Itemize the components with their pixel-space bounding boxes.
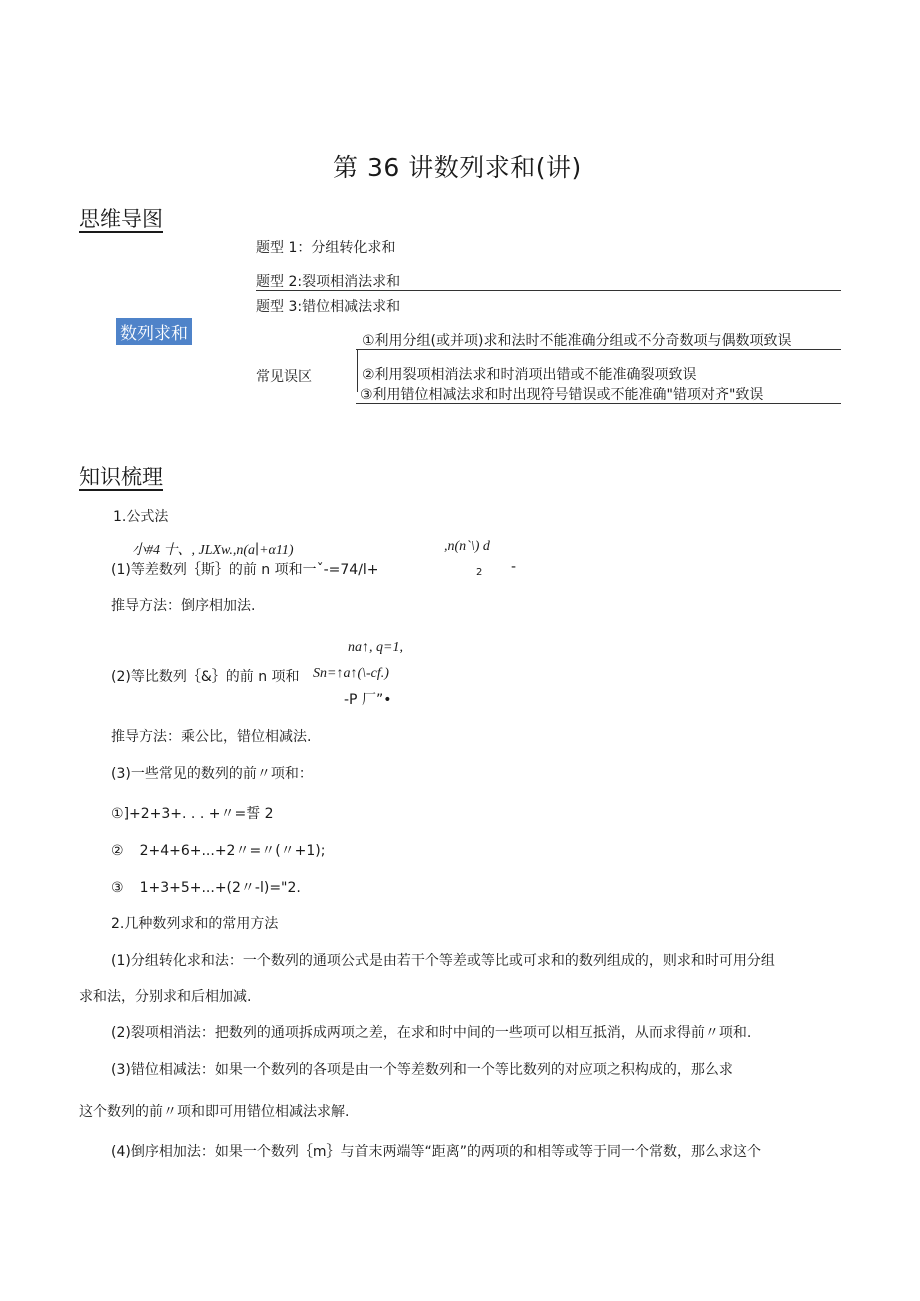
method3-line2: 这个数列的前〃项和即可用错位相减法求解.: [79, 1104, 350, 1120]
method1-line1: (1)分组转化求和法：一个数列的通项公式是由若干个等差或等比或可求和的数列组成的，则求和时可用分组: [111, 953, 775, 969]
common-sum-item-2: [111, 840, 325, 860]
arith-sum-line: (1)等差数列｛斯｝的前 n 项和一ˇ-=74∕l+: [111, 562, 379, 578]
common-sum-text-1: ]+2+3+. . . +〃=誓 2: [123, 806, 274, 822]
method3-line1: (3)错位相减法：如果一个数列的各项是由一个等差数列和一个等比数列的对应项之积构成的，那么求: [111, 1062, 733, 1078]
arith-derivation: 推导方法：倒序相加法.: [111, 598, 256, 614]
mistake-divider: [356, 349, 841, 350]
common-sum-text-3: 1+3+5+...+(2〃-l)="2.: [139, 880, 301, 896]
arith-dash: -: [511, 559, 517, 575]
geo-case-top: na↑, q=1,: [348, 640, 403, 655]
arith-garbled-top: 小#4 十、, JLXw.,n(a∣+α11): [132, 543, 294, 558]
mind-map-center: 数列求和: [116, 318, 192, 345]
arith-garbled-right: ,n(n`\) d: [444, 539, 490, 554]
arith-subscript: 2: [476, 567, 483, 578]
common-sum-text-2: 2+4+6+...+2〃=〃(〃+1);: [139, 843, 326, 859]
geo-derivation: 推导方法：乘公比，错位相减法.: [111, 729, 312, 745]
branch-divider: [256, 290, 841, 291]
method2: (2)裂项相消法：把数列的通项拆成两项之差，在求和时中间的一些项可以相互抵消，从而求得前〃项和.: [111, 1025, 752, 1041]
mistake-divider-bottom: [356, 403, 841, 404]
mind-map-heading: 思维导图: [79, 207, 163, 231]
mistake-item-3: ③利用错位相减法求和时出现符号错误或不能准确"错项对齐"致误: [360, 387, 764, 403]
geo-sum-line: (2)等比数列｛&｝的前 n 项和: [111, 669, 300, 685]
mistakes-bracket: [357, 350, 358, 392]
common-sums-heading: (3)一些常见的数列的前〃项和：: [111, 766, 313, 782]
method1-line2: 求和法，分别求和后相加减.: [79, 989, 252, 1005]
knowledge-heading: 知识梳理: [79, 465, 163, 489]
mistake-item-2: ②利用裂项相消法求和时消项出错或不能准确裂项致误: [362, 367, 697, 383]
item2-heading: 2.几种数列求和的常用方法: [111, 916, 279, 932]
mistake-item-1: ①利用分组(或并项)求和法时不能准确分组或不分奇数项与偶数项致误: [362, 333, 792, 349]
item1-heading: 1.公式法: [113, 509, 169, 525]
mind-map-branch-3: 题型 3:错位相减法求和: [256, 299, 401, 315]
common-sum-item-1: [111, 803, 274, 823]
mind-map-branch-1: 题型 1：分组转化求和: [256, 240, 396, 256]
mind-map-branch-2: 题型 2:裂项相消法求和: [256, 274, 401, 290]
method4-line1: (4)倒序相加法：如果一个数列｛m｝与首末两端等“距离”的两项的和相等或等于同一个常数，那么求这个: [111, 1144, 761, 1160]
geo-case-bottom: -P 厂”•: [344, 692, 392, 708]
common-sum-item-3: [111, 877, 301, 897]
geo-formula: Sn=↑a↑(\-cf.): [313, 666, 389, 681]
page-title: 第 36 讲数列求和(讲): [333, 153, 582, 182]
mistakes-label: 常见误区: [256, 369, 312, 385]
common-sum-mark-1: ①: [111, 806, 124, 822]
common-sum-mark-3: ③: [111, 880, 124, 896]
common-sum-mark-2: ②: [111, 843, 124, 859]
